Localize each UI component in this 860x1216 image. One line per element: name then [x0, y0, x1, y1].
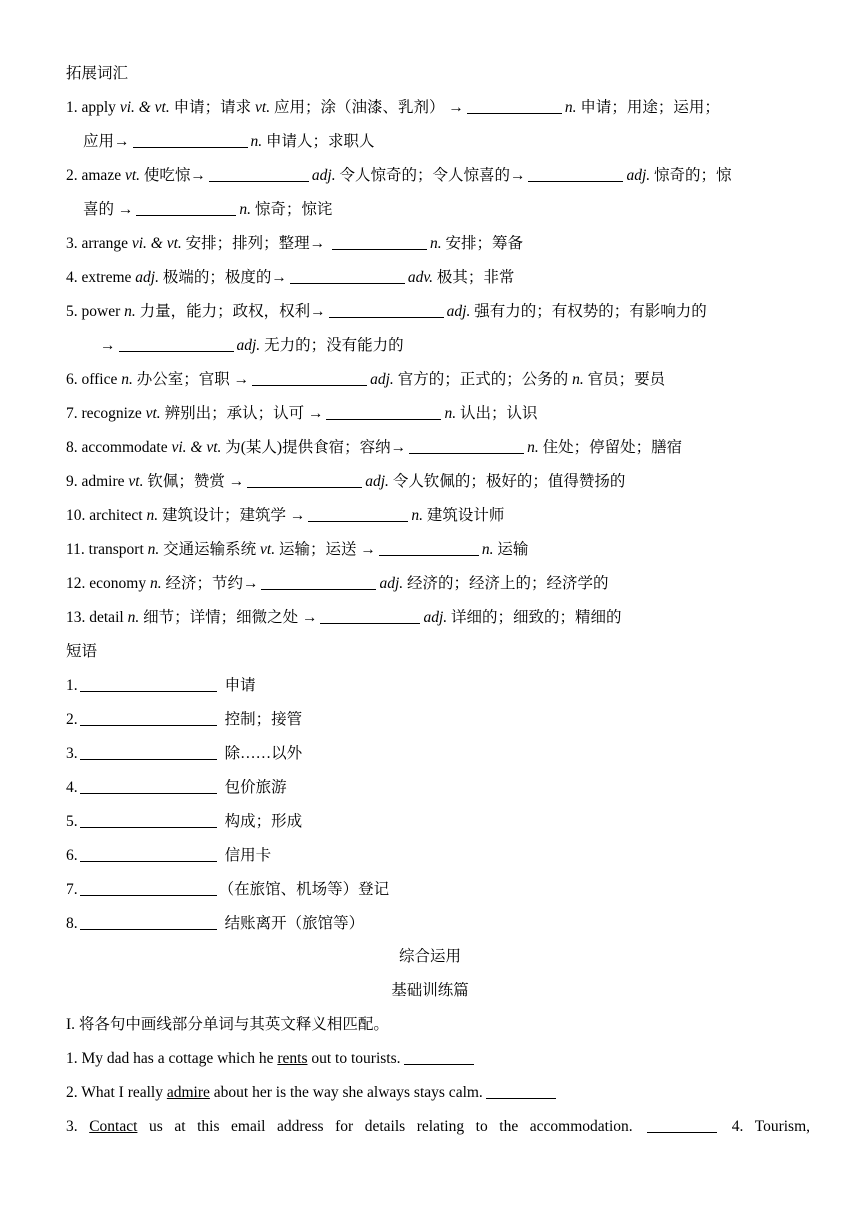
vocab-item-5: 5. power n. 力量，能力；政权，权利→ adj. 强有力的；有权势的；有影响力的: [66, 303, 707, 320]
vocab-item-1: 1. apply vi. & vt. 申请；请求 vt. 应用；涂（油漆、乳剂） → n. 申请；用途；运用；: [66, 99, 720, 116]
answer-blank[interactable]: [647, 1117, 717, 1134]
vocab-item-11: 11. transport n. 交通运输系统 vt. 运输；运送 → n. 运输: [66, 541, 529, 558]
phrase-item-6: 6. 信用卡: [66, 847, 272, 864]
vocab-item-2-cont: 喜的 → n. 惊奇；惊诧: [83, 201, 333, 218]
heading-basic-training: 基础训练篇: [391, 982, 469, 999]
sentence-item-1: 1. My dad has a cottage which he rents out to tourists.: [66, 1042, 810, 1076]
answer-blank[interactable]: [80, 778, 217, 795]
vocab-item-12: 12. economy n. 经济；节约→ adj. 经济的；经济上的；经济学的: [66, 575, 609, 592]
answer-blank[interactable]: [209, 166, 309, 183]
answer-blank[interactable]: [326, 404, 441, 421]
answer-blank[interactable]: [308, 506, 408, 523]
answer-blank[interactable]: [409, 438, 524, 455]
answer-blank[interactable]: [80, 676, 217, 693]
phrase-item-7: 7. （在旅馆、机场等）登记: [66, 881, 390, 898]
answer-blank[interactable]: [528, 166, 623, 183]
answer-blank[interactable]: [119, 336, 234, 353]
answer-blank[interactable]: [80, 846, 217, 863]
answer-blank[interactable]: [404, 1049, 474, 1066]
answer-blank[interactable]: [80, 710, 217, 727]
answer-blank[interactable]: [80, 880, 217, 897]
section-title-phrases: 短语: [66, 643, 98, 660]
phrase-item-2: 2. 控制；接管: [66, 711, 303, 728]
vocab-item-3: 3. arrange vi. & vt. 安排；排列；整理→ n. 安排；筹备: [66, 235, 524, 252]
answer-blank[interactable]: [486, 1083, 556, 1100]
phrase-item-3: 3. 除……以外: [66, 745, 303, 762]
answer-blank[interactable]: [133, 132, 248, 149]
answer-blank[interactable]: [247, 472, 362, 489]
vocab-item-1-cont: 应用→ n. 申请人；求职人: [83, 133, 375, 150]
vocab-item-6: 6. office n. 办公室；官职 → adj. 官方的；正式的；公务的 n. 官员；要员: [66, 371, 666, 388]
answer-blank[interactable]: [261, 574, 376, 591]
vocab-item-9: 9. admire vt. 钦佩；赞赏 → adj. 令人钦佩的；极好的；值得赞扬的: [66, 473, 626, 490]
answer-blank[interactable]: [252, 370, 367, 387]
answer-blank[interactable]: [467, 98, 562, 115]
answer-blank[interactable]: [329, 302, 444, 319]
phrase-item-5: 5. 构成；形成: [66, 813, 303, 830]
answer-blank[interactable]: [80, 744, 217, 761]
phrase-item-1: 1. 申请: [66, 677, 256, 694]
answer-blank[interactable]: [332, 234, 427, 251]
exercise-instruction: I. 将各句中画线部分单词与其英文释义相匹配。: [66, 1016, 389, 1033]
phrase-item-8: 8. 结账离开（旅馆等）: [66, 915, 365, 932]
vocab-item-10: 10. architect n. 建筑设计；建筑学 → n. 建筑设计师: [66, 507, 505, 524]
answer-blank[interactable]: [290, 268, 405, 285]
answer-blank[interactable]: [80, 914, 217, 931]
sentence-item-2: 2. What I really admire about her is the way she always stays calm.: [66, 1076, 810, 1110]
answer-blank[interactable]: [320, 608, 420, 625]
vocab-item-8: 8. accommodate vi. & vt. 为(某人)提供食宿；容纳→ n. 住处；停留处；膳宿: [66, 439, 683, 456]
answer-blank[interactable]: [136, 200, 236, 217]
answer-blank[interactable]: [379, 540, 479, 557]
section-title-vocab: 拓展词汇: [66, 65, 129, 82]
vocab-item-2: 2. amaze vt. 使吃惊→ adj. 令人惊奇的；令人惊喜的→ adj. 惊奇的；惊: [66, 167, 732, 184]
answer-blank[interactable]: [80, 812, 217, 829]
vocab-item-7: 7. recognize vt. 辨别出；承认；认可 → n. 认出；认识: [66, 405, 538, 422]
vocab-item-13: 13. detail n. 细节；详情；细微之处 → adj. 详细的；细致的；精细的: [66, 609, 622, 626]
sentence-item-3: 3. Contact us at this email address for details relating to the accommodation. 4. Tourism,: [66, 1118, 811, 1135]
vocab-item-5-cont: → adj. 无力的；没有能力的: [100, 337, 404, 354]
phrase-item-4: 4. 包价旅游: [66, 779, 287, 796]
vocab-item-4: 4. extreme adj. 极端的；极度的→ adv. 极其；非常: [66, 269, 515, 286]
heading-comprehensive: 综合运用: [398, 948, 461, 965]
